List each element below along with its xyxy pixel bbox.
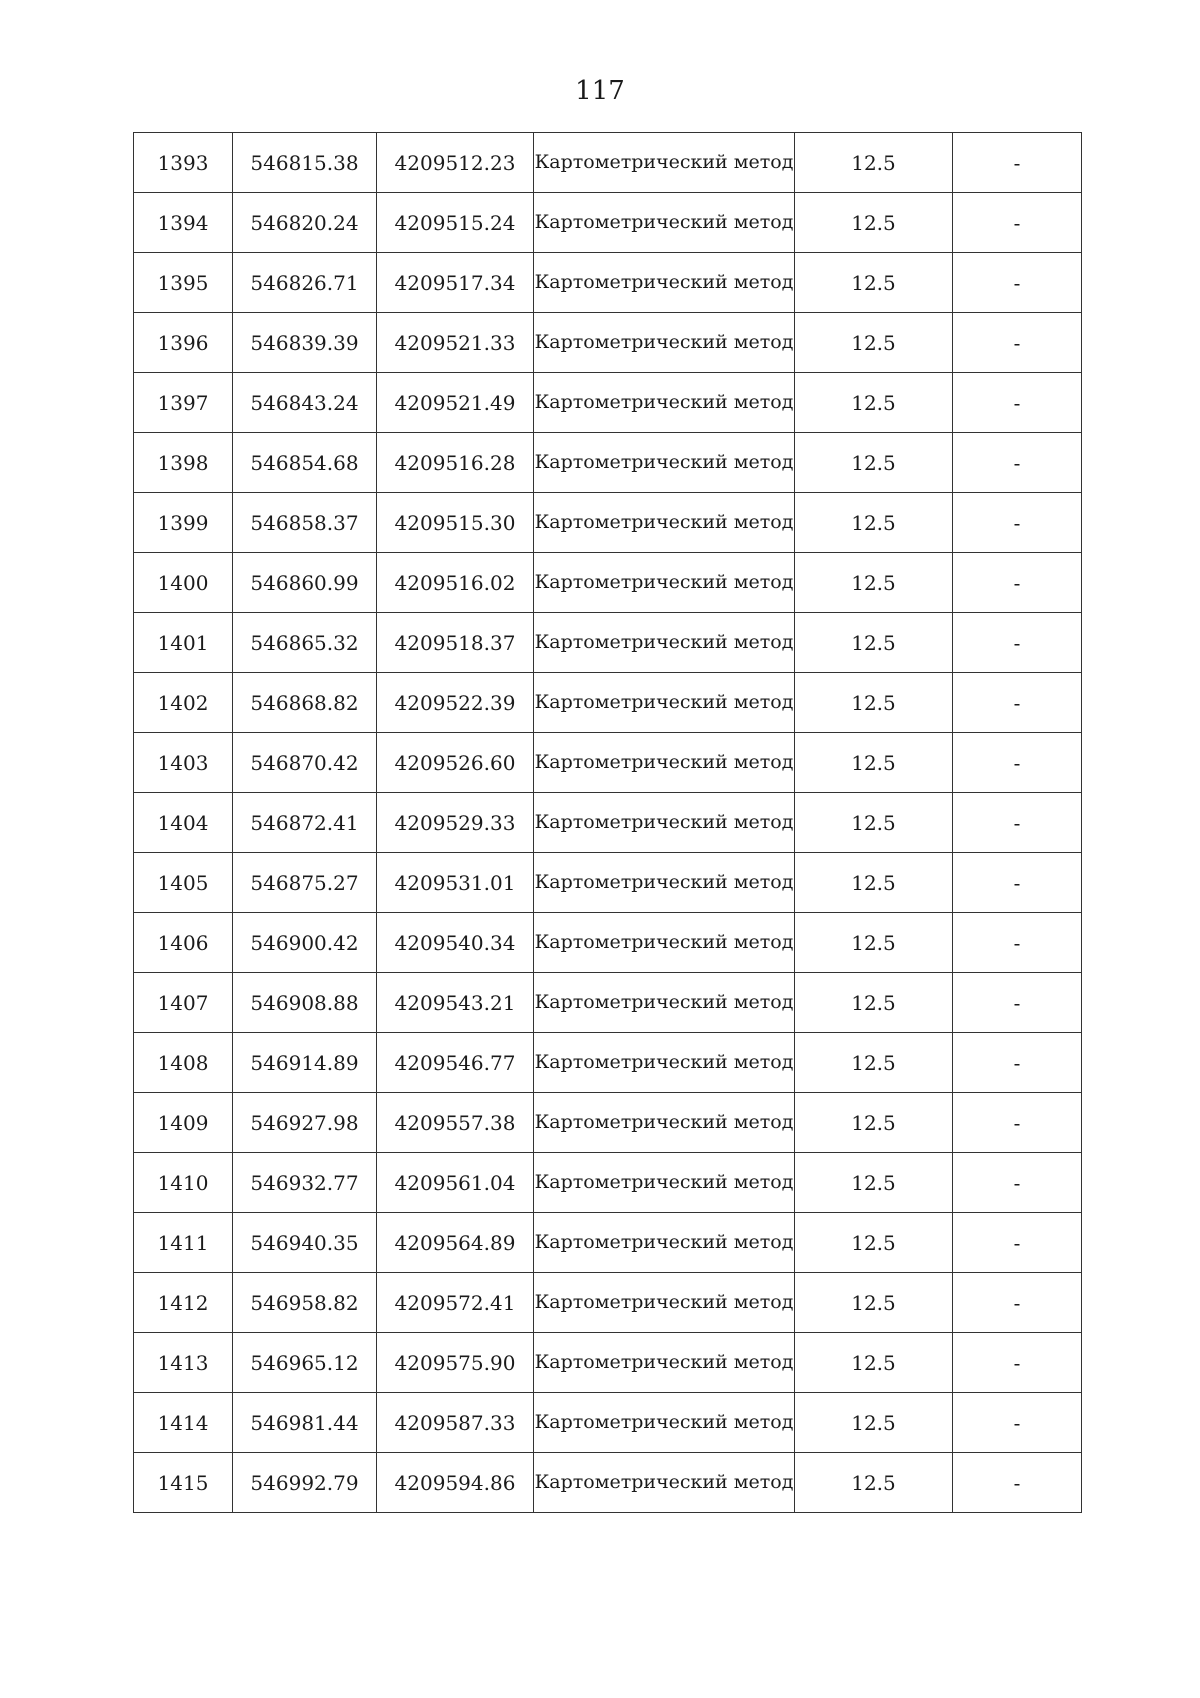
method-cell: Картометрический метод: [534, 1033, 795, 1093]
point-number-cell: 1415: [134, 1453, 233, 1513]
point-number-cell: 1411: [134, 1213, 233, 1273]
accuracy-cell: 12.5: [795, 1453, 953, 1513]
x-coordinate-cell: 546839.39: [233, 313, 377, 373]
accuracy-cell: 12.5: [795, 1213, 953, 1273]
table-row: [134, 1213, 1082, 1273]
x-coordinate-cell: 546992.79: [233, 1453, 377, 1513]
method-cell: Картометрический метод: [534, 913, 795, 973]
accuracy-cell: 12.5: [795, 373, 953, 433]
table-row: [134, 1033, 1082, 1093]
y-coordinate-cell: 4209572.41: [377, 1273, 534, 1333]
point-number-cell: 1393: [134, 133, 233, 193]
x-coordinate-cell: 546914.89: [233, 1033, 377, 1093]
point-number-cell: 1408: [134, 1033, 233, 1093]
y-coordinate-cell: 4209515.24: [377, 193, 534, 253]
method-cell: Картометрический метод: [534, 433, 795, 493]
point-number-cell: 1406: [134, 913, 233, 973]
accuracy-cell: 12.5: [795, 1033, 953, 1093]
point-number-cell: 1414: [134, 1393, 233, 1453]
table-row: [134, 673, 1082, 733]
point-number-cell: 1398: [134, 433, 233, 493]
note-cell: -: [953, 1393, 1082, 1453]
x-coordinate-cell: 546858.37: [233, 493, 377, 553]
table-row: [134, 1093, 1082, 1153]
note-cell: -: [953, 613, 1082, 673]
x-coordinate-cell: 546900.42: [233, 913, 377, 973]
point-number-cell: 1399: [134, 493, 233, 553]
method-cell: Картометрический метод: [534, 493, 795, 553]
table-row: [134, 793, 1082, 853]
table-row: [134, 1393, 1082, 1453]
y-coordinate-cell: 4209526.60: [377, 733, 534, 793]
x-coordinate-cell: 546958.82: [233, 1273, 377, 1333]
y-coordinate-cell: 4209518.37: [377, 613, 534, 673]
note-cell: -: [953, 973, 1082, 1033]
table-row: [134, 973, 1082, 1033]
y-coordinate-cell: 4209529.33: [377, 793, 534, 853]
accuracy-cell: 12.5: [795, 133, 953, 193]
method-cell: Картометрический метод: [534, 1393, 795, 1453]
note-cell: -: [953, 1213, 1082, 1273]
x-coordinate-cell: 546854.68: [233, 433, 377, 493]
accuracy-cell: 12.5: [795, 493, 953, 553]
accuracy-cell: 12.5: [795, 553, 953, 613]
table-row: [134, 433, 1082, 493]
x-coordinate-cell: 546908.88: [233, 973, 377, 1033]
y-coordinate-cell: 4209575.90: [377, 1333, 534, 1393]
y-coordinate-cell: 4209587.33: [377, 1393, 534, 1453]
table-row: [134, 313, 1082, 373]
method-cell: Картометрический метод: [534, 313, 795, 373]
method-cell: Картометрический метод: [534, 853, 795, 913]
table-body: [134, 133, 1082, 1513]
note-cell: -: [953, 1033, 1082, 1093]
y-coordinate-cell: 4209517.34: [377, 253, 534, 313]
x-coordinate-cell: 546940.35: [233, 1213, 377, 1273]
x-coordinate-cell: 546872.41: [233, 793, 377, 853]
point-number-cell: 1409: [134, 1093, 233, 1153]
x-coordinate-cell: 546860.99: [233, 553, 377, 613]
accuracy-cell: 12.5: [795, 733, 953, 793]
accuracy-cell: 12.5: [795, 433, 953, 493]
y-coordinate-cell: 4209512.23: [377, 133, 534, 193]
x-coordinate-cell: 546820.24: [233, 193, 377, 253]
y-coordinate-cell: 4209531.01: [377, 853, 534, 913]
accuracy-cell: 12.5: [795, 673, 953, 733]
y-coordinate-cell: 4209546.77: [377, 1033, 534, 1093]
y-coordinate-cell: 4209515.30: [377, 493, 534, 553]
y-coordinate-cell: 4209561.04: [377, 1153, 534, 1213]
method-cell: Картометрический метод: [534, 613, 795, 673]
note-cell: -: [953, 1273, 1082, 1333]
page-number: 117: [575, 76, 625, 106]
method-cell: Картометрический метод: [534, 1093, 795, 1153]
y-coordinate-cell: 4209516.28: [377, 433, 534, 493]
y-coordinate-cell: 4209594.86: [377, 1453, 534, 1513]
table-row: [134, 613, 1082, 673]
table-row: [134, 133, 1082, 193]
accuracy-cell: 12.5: [795, 613, 953, 673]
note-cell: -: [953, 433, 1082, 493]
accuracy-cell: 12.5: [795, 1393, 953, 1453]
x-coordinate-cell: 546868.82: [233, 673, 377, 733]
x-coordinate-cell: 546843.24: [233, 373, 377, 433]
point-number-cell: 1395: [134, 253, 233, 313]
point-number-cell: 1402: [134, 673, 233, 733]
y-coordinate-cell: 4209522.39: [377, 673, 534, 733]
note-cell: -: [953, 133, 1082, 193]
accuracy-cell: 12.5: [795, 253, 953, 313]
table-row: [134, 373, 1082, 433]
table-row: [134, 913, 1082, 973]
point-number-cell: 1407: [134, 973, 233, 1033]
table-row: [134, 493, 1082, 553]
y-coordinate-cell: 4209543.21: [377, 973, 534, 1033]
point-number-cell: 1400: [134, 553, 233, 613]
accuracy-cell: 12.5: [795, 1153, 953, 1213]
table-row: [134, 1333, 1082, 1393]
x-coordinate-cell: 546932.77: [233, 1153, 377, 1213]
accuracy-cell: 12.5: [795, 793, 953, 853]
accuracy-cell: 12.5: [795, 1333, 953, 1393]
x-coordinate-cell: 546826.71: [233, 253, 377, 313]
table-row: [134, 253, 1082, 313]
method-cell: Картометрический метод: [534, 793, 795, 853]
point-number-cell: 1401: [134, 613, 233, 673]
y-coordinate-cell: 4209564.89: [377, 1213, 534, 1273]
method-cell: Картометрический метод: [534, 553, 795, 613]
table-row: [134, 553, 1082, 613]
note-cell: -: [953, 553, 1082, 613]
note-cell: -: [953, 673, 1082, 733]
method-cell: Картометрический метод: [534, 1273, 795, 1333]
note-cell: -: [953, 853, 1082, 913]
y-coordinate-cell: 4209540.34: [377, 913, 534, 973]
accuracy-cell: 12.5: [795, 973, 953, 1033]
note-cell: -: [953, 793, 1082, 853]
y-coordinate-cell: 4209521.33: [377, 313, 534, 373]
x-coordinate-cell: 546965.12: [233, 1333, 377, 1393]
table-row: [134, 1153, 1082, 1213]
point-number-cell: 1397: [134, 373, 233, 433]
y-coordinate-cell: 4209521.49: [377, 373, 534, 433]
point-number-cell: 1394: [134, 193, 233, 253]
point-number-cell: 1405: [134, 853, 233, 913]
method-cell: Картометрический метод: [534, 1453, 795, 1513]
note-cell: -: [953, 1333, 1082, 1393]
accuracy-cell: 12.5: [795, 313, 953, 373]
note-cell: -: [953, 1093, 1082, 1153]
method-cell: Картометрический метод: [534, 253, 795, 313]
table-row: [134, 853, 1082, 913]
note-cell: -: [953, 1153, 1082, 1213]
x-coordinate-cell: 546927.98: [233, 1093, 377, 1153]
x-coordinate-cell: 546865.32: [233, 613, 377, 673]
note-cell: -: [953, 493, 1082, 553]
note-cell: -: [953, 1453, 1082, 1513]
y-coordinate-cell: 4209516.02: [377, 553, 534, 613]
x-coordinate-cell: 546870.42: [233, 733, 377, 793]
point-number-cell: 1412: [134, 1273, 233, 1333]
method-cell: Картометрический метод: [534, 973, 795, 1033]
method-cell: Картометрический метод: [534, 193, 795, 253]
note-cell: -: [953, 733, 1082, 793]
accuracy-cell: 12.5: [795, 1273, 953, 1333]
point-number-cell: 1403: [134, 733, 233, 793]
point-number-cell: 1396: [134, 313, 233, 373]
method-cell: Картометрический метод: [534, 1213, 795, 1273]
accuracy-cell: 12.5: [795, 1093, 953, 1153]
note-cell: -: [953, 373, 1082, 433]
note-cell: -: [953, 913, 1082, 973]
x-coordinate-cell: 546981.44: [233, 1393, 377, 1453]
method-cell: Картометрический метод: [534, 673, 795, 733]
point-number-cell: 1413: [134, 1333, 233, 1393]
table-row: [134, 193, 1082, 253]
note-cell: -: [953, 193, 1082, 253]
x-coordinate-cell: 546875.27: [233, 853, 377, 913]
method-cell: Картометрический метод: [534, 133, 795, 193]
table-row: [134, 733, 1082, 793]
method-cell: Картометрический метод: [534, 373, 795, 433]
x-coordinate-cell: 546815.38: [233, 133, 377, 193]
method-cell: Картометрический метод: [534, 1333, 795, 1393]
coordinates-table: [133, 132, 1082, 1513]
accuracy-cell: 12.5: [795, 193, 953, 253]
point-number-cell: 1404: [134, 793, 233, 853]
table-row: [134, 1453, 1082, 1513]
y-coordinate-cell: 4209557.38: [377, 1093, 534, 1153]
method-cell: Картометрический метод: [534, 1153, 795, 1213]
point-number-cell: 1410: [134, 1153, 233, 1213]
note-cell: -: [953, 253, 1082, 313]
accuracy-cell: 12.5: [795, 853, 953, 913]
method-cell: Картометрический метод: [534, 733, 795, 793]
accuracy-cell: 12.5: [795, 913, 953, 973]
note-cell: -: [953, 313, 1082, 373]
table-row: [134, 1273, 1082, 1333]
